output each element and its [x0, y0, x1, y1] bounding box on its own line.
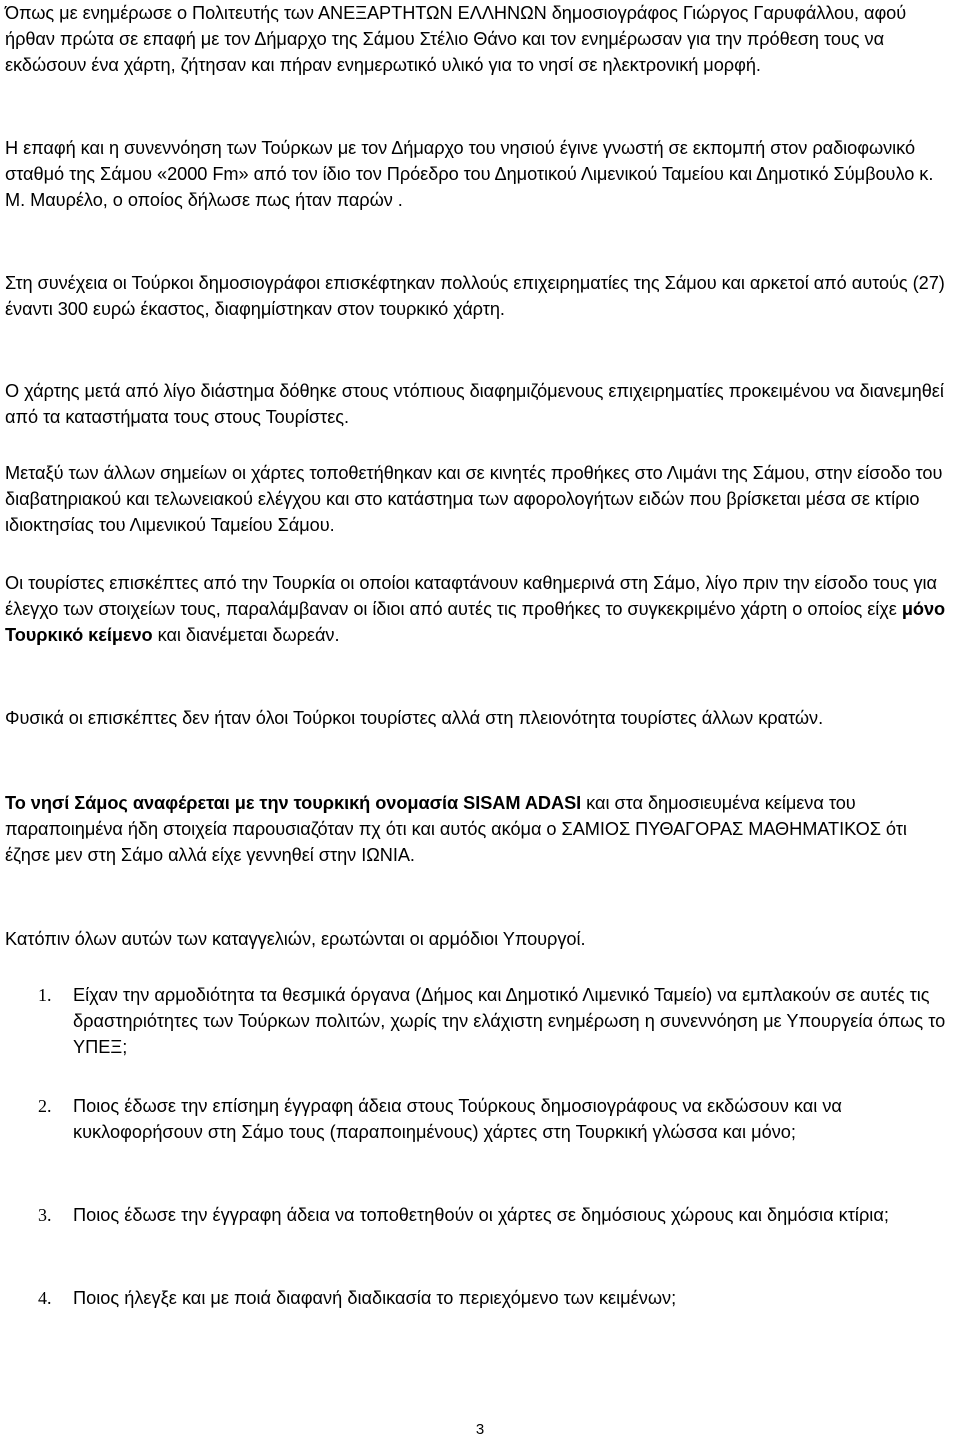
paragraph-tourists	[5, 570, 953, 648]
para6-text-before: Οι τουρίστες επισκέπτες από την Τουρκία οι οποίοι καταφτάνουν καθημερινά στη Σάμο, λίγο πριν την είσοδο τους για έλεγχο των στοιχείων τους, παραλάμβαναν οι ίδιοι από αυτές τις προθήκες το συγκεκριμένο χάρτη ο οποίος είχε	[5, 573, 937, 619]
question-number: 3.	[38, 1205, 52, 1225]
question-number: 4.	[38, 1288, 52, 1308]
paragraph-businesses: Στη συνέχεια οι Τούρκοι δημοσιογράφοι επισκέφτηκαν πολλούς επιχειρηματίες της Σάμου και αρκετοί από αυτούς (27) έναντι 300 ευρώ έκαστος, διαφημίστηκαν στον τουρκικό χάρτη.	[5, 273, 945, 319]
paragraph-sisam-adasi	[5, 790, 953, 868]
page-number: 3	[475, 1421, 485, 1438]
para6-text-after: και διανέμεται δωρεάν.	[152, 625, 340, 645]
paragraph-intro: Όπως με ενημέρωσε ο Πολιτευτής των ΑΝΕΞΑΡΤΗΤΩΝ ΕΛΛΗΝΩΝ δημοσιογράφος Γιώργος Γαρυφάλλου, αφού ήρθαν πρώτα σε επαφή με τον Δήμαρχο της Σάμου Στέλιο Θάνο και τον ενημέρωσαν για την πρόθεση τους να εκδώσουν ένα χάρτη, ζήτησαν και πήραν ενημερωτικό υλικό για το νησί σε ηλεκτρονική μορφή.	[5, 3, 907, 75]
paragraph-visitors: Φυσικά οι επισκέπτες δεν ήταν όλοι Τούρκοι τουρίστες αλλά στη πλειονότητα τουρίστες άλλων κρατών.	[5, 708, 824, 728]
para8-text-after: και στα δημοσιευμένα κείμενα του παραποιημένα ήδη στοιχεία παρουσιαζόταν πχ ότι και αυτός ακόμα ο ΣΑΜΙΟΣ ΠΥΘΑΓΟΡΑΣ ΜΑΘΗΜΑΤΙΚΟΣ ότι έζησε μεν στη Σάμο αλλά είχε γεννηθεί στην ΙΩΝΙΑ.	[5, 793, 907, 865]
paragraph-contact: Η επαφή και η συνεννόηση των Τούρκων με τον Δήμαρχο του νησιού έγινε γνωστή σε εκπομπή στον ραδιοφωνικό σταθμό της Σάμου «2000 Fm» από τον ίδιο τον Πρόεδρο του Δημοτικού Λιμενικού Ταμείου και Δημοτικό Σύμβουλο κ. Μ. Μαυρέλο, ο οποίος δήλωσε πως ήταν παρών .	[5, 138, 934, 210]
question-number: 1.	[38, 985, 52, 1005]
question-text: Ποιος ήλεγξε και με ποιά διαφανή διαδικασία το περιεχόμενο των κειμένων;	[73, 1288, 677, 1308]
question-text: Ποιος έδωσε την επίσημη έγγραφη άδεια στους Τούρκους δημοσιογράφους να εκδώσουν και να κυκλοφορήσουν στη Σάμο τους (παραποιημένους) χάρτες στη Τουρκική γλώσσα και μόνο;	[73, 1096, 842, 1142]
para8-bold-text: Το νησί Σάμος αναφέρεται με την τουρκική ονομασία SISAM ADASI	[5, 793, 582, 813]
para6-bold-text: μόνο Τουρκικό κείμενο	[5, 599, 946, 645]
question-text: Είχαν την αρμοδιότητα τα θεσμικά όργανα (Δήμος και Δημοτικό Λιμενικό Ταμείο) να εμπλακούν σε αυτές τις δραστηριότητες των Τούρκων πολιτών, χωρίς την ελάχιστη ενημέρωση η συνεννόηση με Υπουργεία όπως το ΥΠΕΞ;	[73, 985, 946, 1057]
paragraph-questions-intro: Κατόπιν όλων αυτών των καταγγελιών, ερωτώνται οι αρμόδιοι Υπουργοί.	[5, 929, 586, 949]
question-number: 2.	[38, 1096, 52, 1116]
paragraph-distribution: Ο χάρτης μετά από λίγο διάστημα δόθηκε στους ντόπιους διαφημιζόμενους επιχειρηματίες προκειμένου να διανεμηθεί από τα καταστήματα τους στους Τουρίστες.	[5, 381, 944, 427]
question-text: Ποιος έδωσε την έγγραφη άδεια να τοποθετηθούν οι χάρτες σε δημόσιους χώρους και δημόσια κτίρια;	[73, 1205, 889, 1225]
paragraph-locations: Μεταξύ των άλλων σημείων οι χάρτες τοποθετήθηκαν και σε κινητές προθήκες στο Λιμάνι της Σάμου, στην είσοδο του διαβατηριακού και τελωνειακού ελέγχου και στο κατάστημα των αφορολογήτων ειδών που βρίσκεται μέσα σε κτίριο ιδιοκτησίας του Λιμενικού Ταμείου Σάμου.	[5, 463, 943, 535]
